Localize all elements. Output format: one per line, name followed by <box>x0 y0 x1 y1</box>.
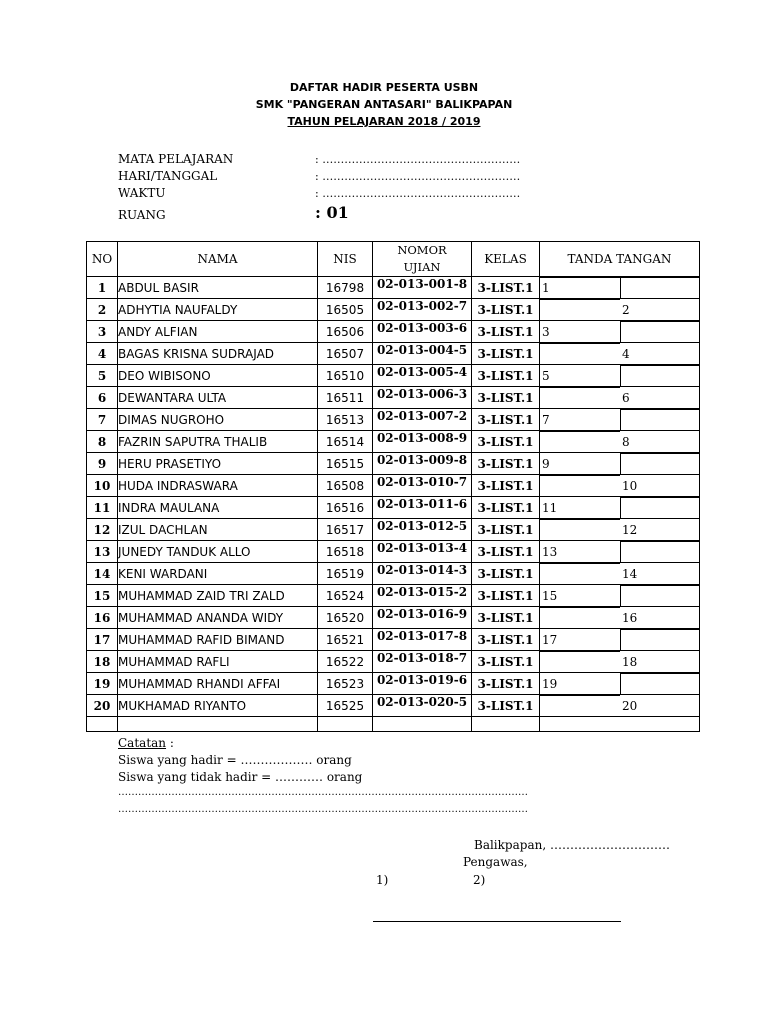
cell-nis: 16517 <box>318 519 373 541</box>
cell-signature[interactable] <box>540 651 700 673</box>
signature-number: 20 <box>622 699 638 713</box>
cell-nis: 16520 <box>318 607 373 629</box>
cell-kelas: 3-LIST.1 <box>472 541 540 563</box>
cell-no: 19 <box>87 673 118 695</box>
cell-nama: FAZRIN SAPUTRA THALIB <box>118 431 318 453</box>
signature-divider <box>620 497 700 498</box>
cell-nama: MUHAMMAD RHANDI AFFAI <box>118 673 318 695</box>
cell-empty <box>373 717 472 732</box>
table-row <box>87 321 700 343</box>
meta-value-date: : ……………………………………………… <box>315 170 521 183</box>
table-row <box>87 563 700 585</box>
cell-signature[interactable] <box>540 497 700 519</box>
table-row-empty <box>87 717 700 732</box>
signature-divider <box>620 673 700 674</box>
cell-nama: MUHAMMAD ANANDA WIDY <box>118 607 318 629</box>
meta-value-room: : 01 <box>315 203 349 222</box>
signature-number: 17 <box>542 633 558 647</box>
signature-number: 19 <box>542 677 558 691</box>
meta-label-subject: MATA PELAJARAN <box>118 152 234 166</box>
cell-signature[interactable] <box>540 475 700 497</box>
cell-kelas: 3-LIST.1 <box>472 519 540 541</box>
cell-nomor-ujian: 02-013-016-9 <box>373 607 472 629</box>
cell-signature[interactable] <box>540 277 700 299</box>
cell-nis: 16507 <box>318 343 373 365</box>
signature-number: 16 <box>622 611 638 625</box>
signature-vdivider <box>620 321 621 342</box>
table-header-row <box>87 242 700 277</box>
cell-no: 6 <box>87 387 118 409</box>
cell-signature[interactable] <box>540 673 700 695</box>
cell-nomor-ujian: 02-013-007-2 <box>373 409 472 431</box>
cell-signature[interactable] <box>540 563 700 585</box>
table-row <box>87 365 700 387</box>
signature-number: 2 <box>622 303 630 317</box>
cell-kelas: 3-LIST.1 <box>472 387 540 409</box>
signature-divider <box>620 629 700 630</box>
table-row <box>87 475 700 497</box>
col-header-nis: NIS <box>318 242 373 277</box>
cell-nama: ANDY ALFIAN <box>118 321 318 343</box>
cell-signature[interactable] <box>540 519 700 541</box>
cell-no: 13 <box>87 541 118 563</box>
cell-no: 9 <box>87 453 118 475</box>
cell-nomor-ujian: 02-013-005-4 <box>373 365 472 387</box>
table-row <box>87 673 700 695</box>
cell-nis: 16514 <box>318 431 373 453</box>
cell-no: 4 <box>87 343 118 365</box>
signature-divider <box>540 299 620 300</box>
table-row <box>87 431 700 453</box>
table-row <box>87 409 700 431</box>
cell-nama: DEO WIBISONO <box>118 365 318 387</box>
cell-signature[interactable] <box>540 409 700 431</box>
cell-no: 12 <box>87 519 118 541</box>
cell-nama: MUHAMMAD ZAID TRI ZALD <box>118 585 318 607</box>
signature-line <box>373 921 621 922</box>
academic-year: TAHUN PELAJARAN 2018 / 2019 <box>287 115 481 128</box>
cell-nomor-ujian: 02-013-006-3 <box>373 387 472 409</box>
cell-no: 7 <box>87 409 118 431</box>
table-row <box>87 497 700 519</box>
cell-no: 10 <box>87 475 118 497</box>
signature-number: 13 <box>542 545 558 559</box>
cell-signature[interactable] <box>540 541 700 563</box>
cell-kelas: 3-LIST.1 <box>472 365 540 387</box>
cell-signature[interactable] <box>540 321 700 343</box>
cell-nama: HUDA INDRASWARA <box>118 475 318 497</box>
cell-nama: JUNEDY TANDUK ALLO <box>118 541 318 563</box>
signature-number: 14 <box>622 567 638 581</box>
meta-value-subject: : ……………………………………………… <box>315 153 521 166</box>
cell-nis: 16524 <box>318 585 373 607</box>
cell-nomor-ujian: 02-013-014-3 <box>373 563 472 585</box>
cell-nis: 16516 <box>318 497 373 519</box>
notes-title-text: Catatan <box>118 736 167 750</box>
cell-no: 16 <box>87 607 118 629</box>
cell-nama: KENI WARDANI <box>118 563 318 585</box>
cell-nama: MUKHAMAD RIYANTO <box>118 695 318 717</box>
meta-label-date: HARI/TANGGAL <box>118 169 218 183</box>
signature-divider <box>540 695 620 696</box>
signature-number: 1 <box>542 281 550 295</box>
cell-nis: 16510 <box>318 365 373 387</box>
meta-value-time: : ……………………………………………… <box>315 187 521 200</box>
col-header-kelas: KELAS <box>472 242 540 277</box>
cell-nis: 16522 <box>318 651 373 673</box>
cell-nomor-ujian: 02-013-011-6 <box>373 497 472 519</box>
signature-vdivider <box>620 541 621 562</box>
cell-kelas: 3-LIST.1 <box>472 453 540 475</box>
cell-nomor-ujian: 02-013-001-8 <box>373 277 472 299</box>
cell-nama: ADHYTIA NAUFALDY <box>118 299 318 321</box>
signature-vdivider <box>620 453 621 474</box>
col-header-tanda-tangan: TANDA TANGAN <box>540 242 700 277</box>
signature-number: 7 <box>542 413 550 427</box>
signature-vdivider <box>620 365 621 386</box>
cell-nomor-ujian: 02-013-010-7 <box>373 475 472 497</box>
cell-signature[interactable] <box>540 365 700 387</box>
table-row <box>87 277 700 299</box>
cell-kelas: 3-LIST.1 <box>472 475 540 497</box>
cell-nama: DIMAS NUGROHO <box>118 409 318 431</box>
cell-kelas: 3-LIST.1 <box>472 607 540 629</box>
signature-divider <box>540 387 620 388</box>
meta-label-time: WAKTU <box>118 186 166 200</box>
cell-nis: 16798 <box>318 277 373 299</box>
notes-dots-2: …………………………………………………………………………………………………………… <box>118 804 528 815</box>
signature-number: 18 <box>622 655 638 669</box>
cell-empty <box>87 717 118 732</box>
cell-nama: MUHAMMAD RAFLI <box>118 651 318 673</box>
signature-divider <box>620 541 700 542</box>
cell-nomor-ujian: 02-013-009-8 <box>373 453 472 475</box>
table-row <box>87 695 700 717</box>
signature-divider <box>540 651 620 652</box>
notes-absent: Siswa yang tidak hadir = ………… orang <box>118 770 363 784</box>
signature-role: Pengawas, <box>463 855 528 869</box>
cell-signature[interactable] <box>540 607 700 629</box>
notes-title-colon: : <box>166 736 174 750</box>
col-header-nomor: NOMOR <box>397 243 447 257</box>
signature-number: 10 <box>622 479 638 493</box>
header-line-3 <box>0 115 768 128</box>
cell-no: 15 <box>87 585 118 607</box>
signature-number: 15 <box>542 589 558 603</box>
signature-number: 11 <box>542 501 558 515</box>
cell-signature[interactable] <box>540 629 700 651</box>
signature-divider <box>620 321 700 322</box>
cell-nomor-ujian: 02-013-003-6 <box>373 321 472 343</box>
cell-no: 20 <box>87 695 118 717</box>
header-line-2: SMK "PANGERAN ANTASARI" BALIKPAPAN <box>255 98 513 111</box>
cell-kelas: 3-LIST.1 <box>472 651 540 673</box>
cell-nis: 16519 <box>318 563 373 585</box>
cell-signature[interactable] <box>540 387 700 409</box>
signature-vdivider <box>620 673 621 694</box>
signature-vdivider <box>620 277 621 298</box>
cell-empty <box>118 717 318 732</box>
cell-nama: IZUL DACHLAN <box>118 519 318 541</box>
table-row <box>87 541 700 563</box>
table-row <box>87 387 700 409</box>
cell-nomor-ujian: 02-013-018-7 <box>373 651 472 673</box>
table-row <box>87 607 700 629</box>
signature-divider <box>540 431 620 432</box>
cell-signature[interactable] <box>540 299 700 321</box>
signature-number: 6 <box>622 391 630 405</box>
cell-nomor-ujian: 02-013-020-5 <box>373 695 472 717</box>
signature-number: 5 <box>542 369 550 383</box>
signature-vdivider <box>620 497 621 518</box>
table-row <box>87 651 700 673</box>
cell-kelas: 3-LIST.1 <box>472 695 540 717</box>
cell-nis: 16505 <box>318 299 373 321</box>
cell-kelas: 3-LIST.1 <box>472 343 540 365</box>
col-header-nomor-ujian <box>373 242 472 277</box>
signature-vdivider <box>620 409 621 430</box>
cell-nomor-ujian: 02-013-012-5 <box>373 519 472 541</box>
table-row <box>87 453 700 475</box>
signature-divider <box>620 409 700 410</box>
signature-divider <box>620 585 700 586</box>
attendance-table <box>86 241 700 732</box>
cell-signature[interactable] <box>540 453 700 475</box>
cell-no: 18 <box>87 651 118 673</box>
signature-number: 9 <box>542 457 550 471</box>
signature-divider <box>540 475 620 476</box>
cell-no: 1 <box>87 277 118 299</box>
cell-nama: ABDUL BASIR <box>118 277 318 299</box>
col-header-ujian: UJIAN <box>403 260 441 274</box>
cell-no: 14 <box>87 563 118 585</box>
table-row <box>87 299 700 321</box>
cell-empty <box>472 717 540 732</box>
cell-empty <box>318 717 373 732</box>
cell-kelas: 3-LIST.1 <box>472 585 540 607</box>
header-line-1: DAFTAR HADIR PESERTA USBN <box>289 81 479 94</box>
signature-divider <box>620 453 700 454</box>
cell-nis: 16513 <box>318 409 373 431</box>
cell-nama: MUHAMMAD RAFID BIMAND <box>118 629 318 651</box>
cell-kelas: 3-LIST.1 <box>472 409 540 431</box>
signature-place: Balikpapan, ………………………… <box>474 838 670 852</box>
cell-kelas: 3-LIST.1 <box>472 299 540 321</box>
cell-signature[interactable] <box>540 431 700 453</box>
signature-number: 12 <box>622 523 638 537</box>
signature-divider <box>540 607 620 608</box>
cell-kelas: 3-LIST.1 <box>472 629 540 651</box>
cell-empty <box>540 717 700 732</box>
notes-dots-1: …………………………………………………………………………………………………………… <box>118 787 528 798</box>
col-header-nama: NAMA <box>118 242 318 277</box>
cell-nomor-ujian: 02-013-002-7 <box>373 299 472 321</box>
cell-nomor-ujian: 02-013-013-4 <box>373 541 472 563</box>
cell-kelas: 3-LIST.1 <box>472 277 540 299</box>
cell-no: 3 <box>87 321 118 343</box>
cell-kelas: 3-LIST.1 <box>472 431 540 453</box>
signature-divider <box>620 365 700 366</box>
cell-nama: DEWANTARA ULTA <box>118 387 318 409</box>
signature-number: 3 <box>542 325 550 339</box>
cell-nomor-ujian: 02-013-008-9 <box>373 431 472 453</box>
cell-nis: 16518 <box>318 541 373 563</box>
signature-number: 4 <box>622 347 630 361</box>
cell-nis: 16523 <box>318 673 373 695</box>
cell-nis: 16525 <box>318 695 373 717</box>
cell-nama: INDRA MAULANA <box>118 497 318 519</box>
cell-kelas: 3-LIST.1 <box>472 321 540 343</box>
signature-divider <box>540 343 620 344</box>
cell-nomor-ujian: 02-013-015-2 <box>373 585 472 607</box>
cell-nis: 16508 <box>318 475 373 497</box>
signature-number: 8 <box>622 435 630 449</box>
cell-signature[interactable] <box>540 343 700 365</box>
notes-present: Siswa yang hadir = ……………… orang <box>118 753 352 767</box>
signature-slot-2: 2) <box>473 873 486 887</box>
cell-nama: BAGAS KRISNA SUDRAJAD <box>118 343 318 365</box>
signature-divider <box>540 519 620 520</box>
table-row <box>87 585 700 607</box>
signature-divider <box>540 563 620 564</box>
signature-slot-1: 1) <box>376 873 389 887</box>
table-row <box>87 629 700 651</box>
table-row <box>87 343 700 365</box>
cell-nis: 16515 <box>318 453 373 475</box>
signature-vdivider <box>620 585 621 606</box>
cell-no: 11 <box>87 497 118 519</box>
cell-no: 8 <box>87 431 118 453</box>
cell-no: 17 <box>87 629 118 651</box>
cell-nomor-ujian: 02-013-017-8 <box>373 629 472 651</box>
cell-kelas: 3-LIST.1 <box>472 497 540 519</box>
cell-nomor-ujian: 02-013-019-6 <box>373 673 472 695</box>
table-row <box>87 519 700 541</box>
cell-kelas: 3-LIST.1 <box>472 673 540 695</box>
notes-title <box>118 736 174 750</box>
cell-nis: 16511 <box>318 387 373 409</box>
cell-nis: 16506 <box>318 321 373 343</box>
cell-nis: 16521 <box>318 629 373 651</box>
cell-no: 5 <box>87 365 118 387</box>
signature-vdivider <box>620 629 621 650</box>
cell-signature[interactable] <box>540 695 700 717</box>
meta-label-room: RUANG <box>118 208 166 222</box>
cell-signature[interactable] <box>540 585 700 607</box>
cell-kelas: 3-LIST.1 <box>472 563 540 585</box>
col-header-no: NO <box>87 242 118 277</box>
cell-nama: HERU PRASETIYO <box>118 453 318 475</box>
cell-no: 2 <box>87 299 118 321</box>
cell-nomor-ujian: 02-013-004-5 <box>373 343 472 365</box>
